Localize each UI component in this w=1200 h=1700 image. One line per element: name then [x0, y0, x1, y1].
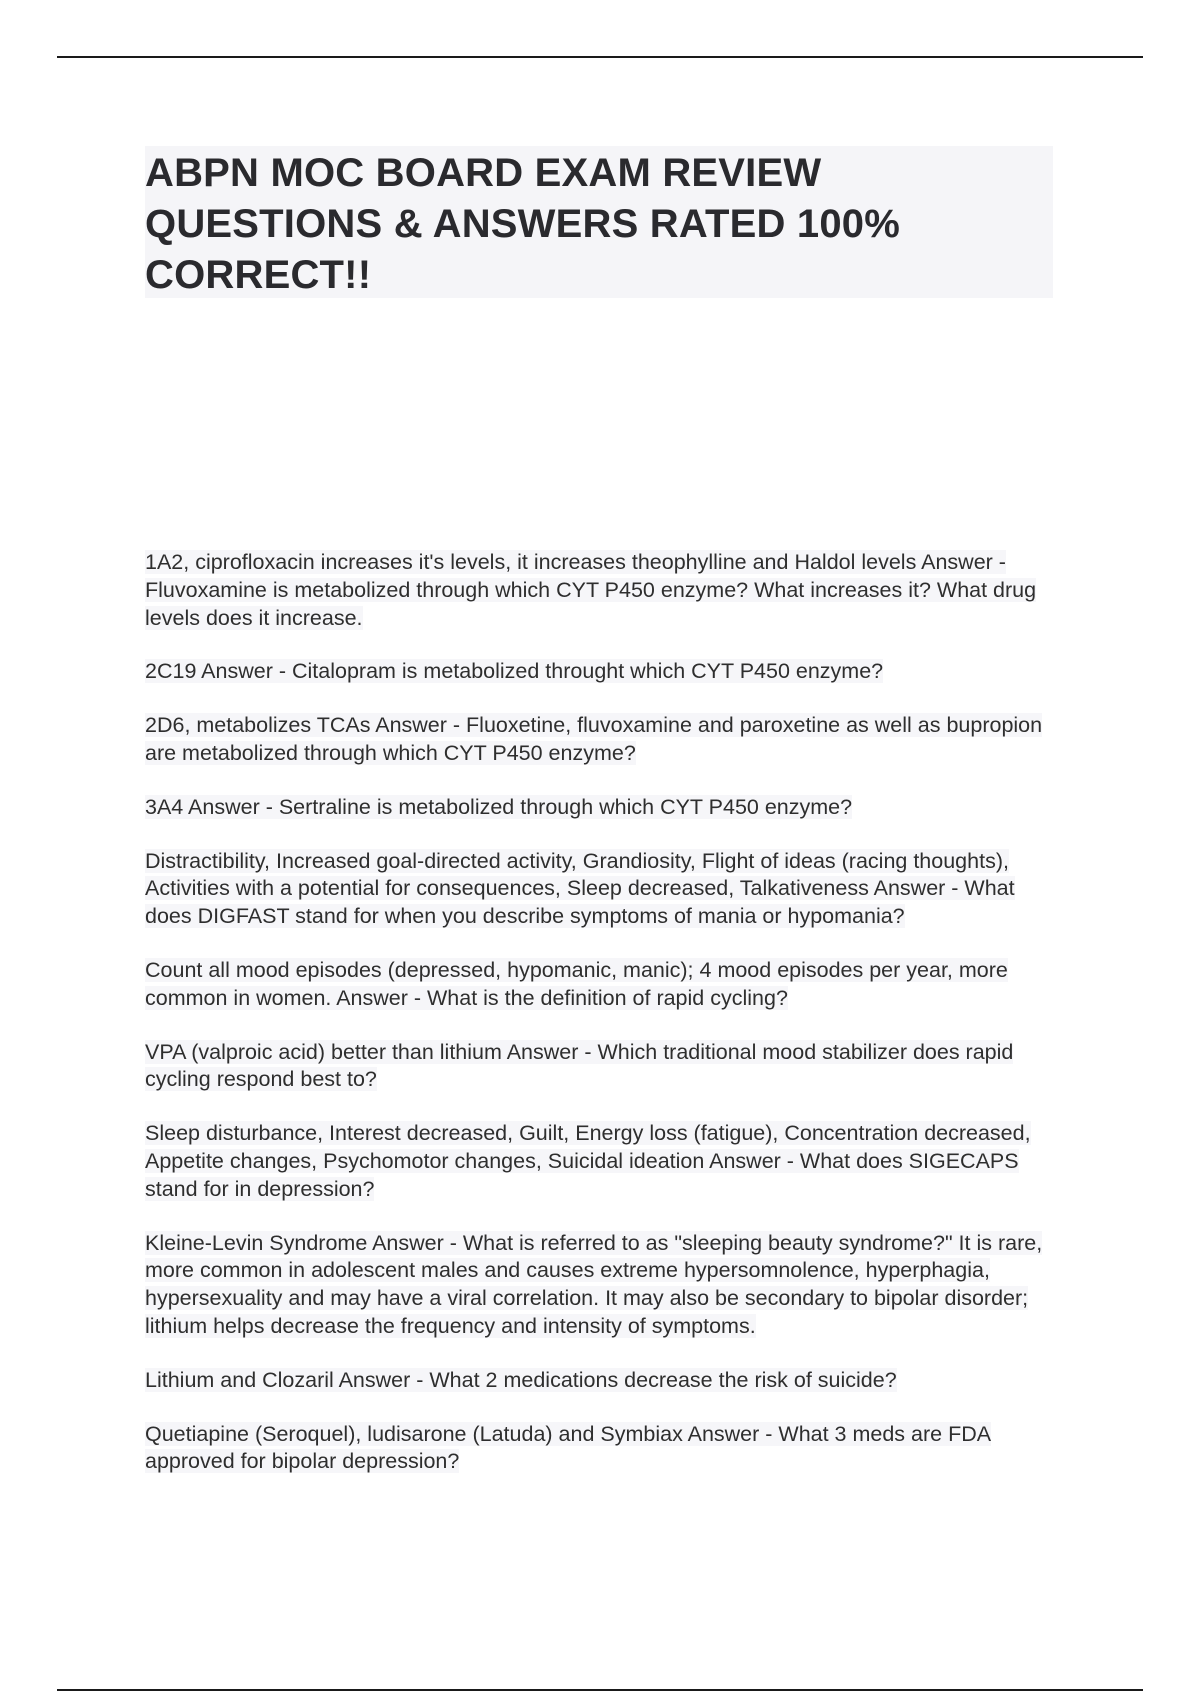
- qa-entry-text: Count all mood episodes (depressed, hypomanic, manic); 4 mood episodes per year, more common in women. Answer - What is the definition of rapid cycling?: [145, 957, 1008, 1010]
- qa-entry: [145, 712, 1065, 768]
- qa-list: [145, 549, 1065, 1502]
- qa-entry: [145, 1039, 1065, 1095]
- qa-entry: [145, 848, 1065, 931]
- qa-entry: [145, 794, 1065, 822]
- qa-entry-text: Lithium and Clozaril Answer - What 2 medications decrease the risk of suicide?: [145, 1367, 897, 1392]
- qa-entry: [145, 957, 1065, 1013]
- qa-entry-text: 2D6, metabolizes TCAs Answer - Fluoxetine, fluvoxamine and paroxetine as well as bupropion are metabolized through which CYT P450 enzyme?: [145, 713, 1043, 765]
- qa-entry-text: 2C19 Answer - Citalopram is metabolized throught which CYT P450 enzyme?: [145, 659, 884, 684]
- qa-entry: [145, 549, 1065, 632]
- qa-entry-text: Distractibility, Increased goal-directed activity, Grandiosity, Flight of ideas (racing thoughts), Activities with a potential for consequences, Sleep decreased, Talkativeness Answer - What does DIGFAST stand for when you describe symptoms of mania or hypomania?: [145, 848, 1015, 929]
- qa-entry-text: Quetiapine (Seroquel), ludisarone (Latuda) and Symbiax Answer - What 3 meds are FDA approved for bipolar depression?: [145, 1421, 992, 1474]
- qa-entry-text: 3A4 Answer - Sertraline is metabolized through which CYT P450 enzyme?: [145, 794, 853, 819]
- qa-entry: [145, 1230, 1065, 1341]
- top-rule: [57, 56, 1143, 58]
- qa-entry: [145, 1120, 1065, 1203]
- title-block: [145, 146, 1053, 298]
- document-title: ABPN MOC BOARD EXAM REVIEW QUESTIONS & ANSWERS RATED 100% CORRECT!!: [145, 151, 901, 297]
- qa-entry: [145, 1367, 1065, 1395]
- qa-entry: [145, 1421, 1065, 1477]
- qa-entry-text: 1A2, ciprofloxacin increases it's levels, it increases theophylline and Haldol levels Answer - Fluvoxamine is metabolized through which CYT P450 enzyme? What increases it? What drug levels does it increase.: [145, 550, 1037, 630]
- qa-entry-text: Kleine-Levin Syndrome Answer - What is referred to as "sleeping beauty syndrome?" It is rare, more common in adolescent males and causes extreme hypersomnolence, hyperphagia, hypersexuality and may have a viral correlation. It may also be secondary to bipolar disorder; lithium helps decrease the frequency and intensity of symptoms.: [145, 1230, 1043, 1338]
- qa-entry-text: Sleep disturbance, Interest decreased, Guilt, Energy loss (fatigue), Concentration decreased, Appetite changes, Psychomotor changes, Suicidal ideation Answer - What does SIGECAPS stand for in depression?: [145, 1121, 1031, 1201]
- qa-entry-text: VPA (valproic acid) better than lithium Answer - Which traditional mood stabilizer does rapid cycling respond best to?: [145, 1039, 1014, 1092]
- qa-entry: [145, 658, 1065, 686]
- bottom-rule: [57, 1689, 1143, 1691]
